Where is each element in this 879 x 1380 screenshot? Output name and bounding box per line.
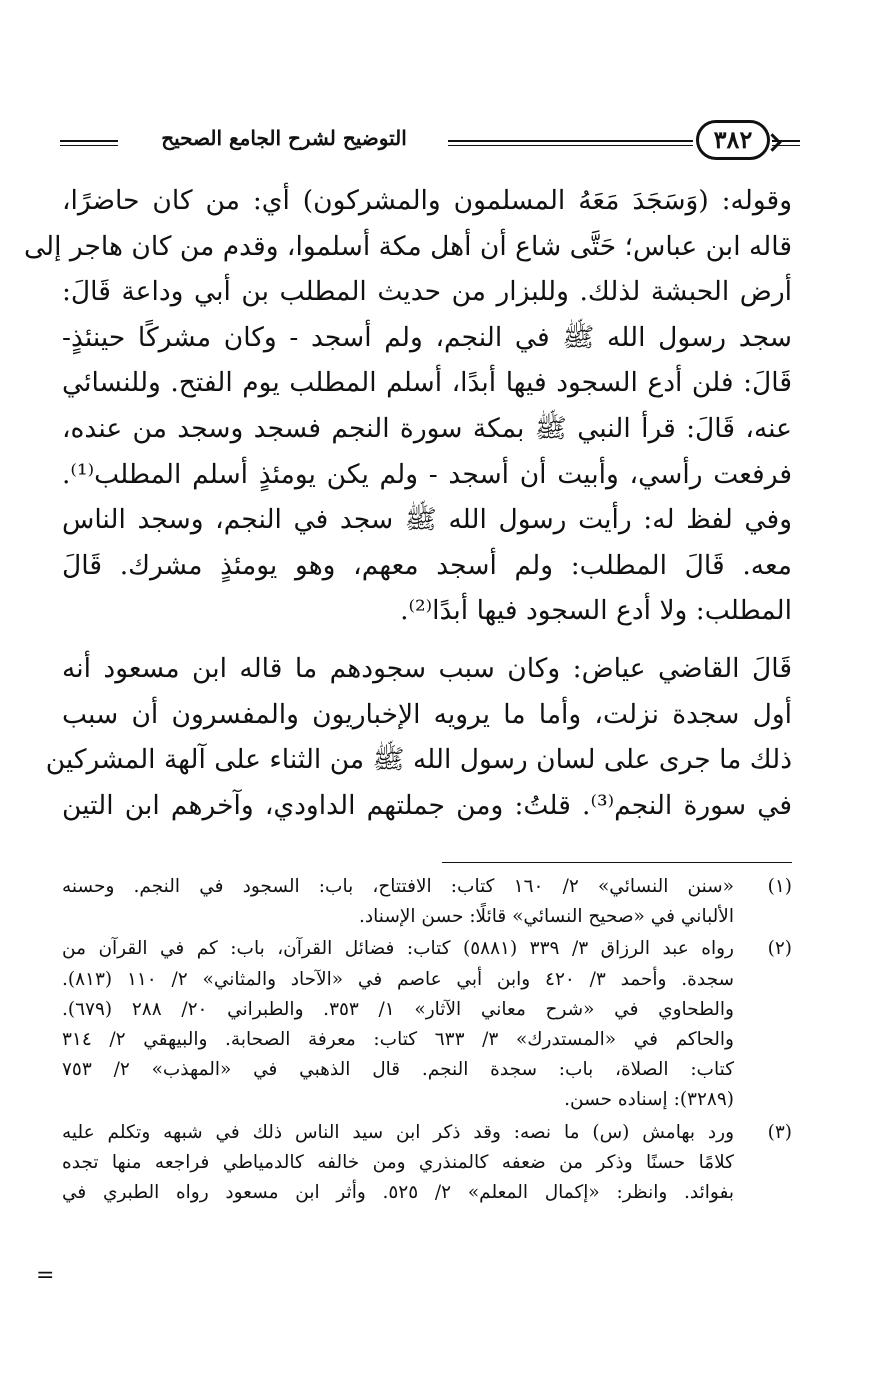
paragraph xyxy=(23,178,792,634)
footnote-line: بفوائد. وانظر: «إكمال المعلم» ٢/ ٥٢٥. وأثر ابن مسعود رواه الطبري في xyxy=(62,1182,734,1204)
footnote-1 xyxy=(62,872,792,932)
paragraph xyxy=(45,646,792,828)
footnote-3 xyxy=(62,1118,792,1209)
text-line: وفي لفظ له: رأيت رسول الله ﷺ سجد في النجم، وسجد الناس xyxy=(62,504,792,536)
text-line: قَالَ: فلن أدع السجود فيها أبدًا، أسلم المطلب يوم الفتح. وللنسائي xyxy=(62,367,792,399)
text-line: ذلك ما جرى على لسان رسول الله ﷺ من الثناء على آلهة المشركين xyxy=(45,744,792,776)
footnote-line: ورد بهامش (س) ما نصه: وقد ذكر ابن سيد الناس ذلك في شبهه وتكلم عليه xyxy=(62,1121,734,1143)
running-title: التوضيح لشرح الجامع الصحيح xyxy=(161,126,407,150)
text-line: عنه، قَالَ: قرأ النبي ﷺ بمكة سورة النجم فسجد وسجد من عنده، xyxy=(62,412,792,444)
footnote-line: كلامًا حسنًا وذكر من ضعفه كالمنذري ومن خالفه كالدمياطي فراجعه منها تجده xyxy=(62,1151,734,1173)
header-rule-right xyxy=(772,140,800,146)
header-rule-middle xyxy=(448,140,693,146)
footnote-line: رواه عبد الرزاق ٣/ ٣٣٩ (٥٨٨١) كتاب: فضائل القرآن، باب: كم في القرآن من xyxy=(62,938,734,960)
footnote-line: والحاكم في «المستدرك» ٣/ ٦٣٣ كتاب: معرفة الصحابة. والبيهقي ٢/ ٣١٤ xyxy=(62,1029,734,1051)
text-line: قاله ابن عباس؛ حَتَّى شاع أن أهل مكة أسلموا، وقدم من كان هاجر إلى xyxy=(23,230,792,262)
header-rule-left xyxy=(60,140,118,146)
footnote-line: الألباني في «صحيح النسائي» قائلًا: حسن الإسناد. xyxy=(359,906,734,928)
text-line: معه. قَالَ المطلب: ولم أسجد معهم، وهو يومئذٍ مشرك. قَالَ xyxy=(62,549,792,581)
text-line: المطلب: ولا أدع السجود فيها أبدًا⁽²⁾. xyxy=(400,595,792,627)
footnote-number: (١) xyxy=(767,876,792,897)
text-line: أول سجدة نزلت، وأما ما يرويه الإخباريون والمفسرون أن سبب xyxy=(62,698,792,730)
text-line: في سورة النجم⁽³⁾. قلتُ: ومن جملتهم الداودي، وآخرهم ابن التين xyxy=(62,789,792,821)
text-line: فرفعت رأسي، وأبيت أن أسجد - ولم يكن يومئذٍ أسلم المطلب⁽¹⁾. xyxy=(62,458,792,490)
footnote-line: سجدة. وأحمد ٣/ ٤٢٠ وابن أبي عاصم في «الآحاد والمثاني» ٢/ ١١٠ (٨١٣). xyxy=(62,968,735,990)
footnote-line: كتاب: الصلاة، باب: سجدة النجم. قال الذهبي في «المهذب» ٢/ ٧٥٣ xyxy=(62,1059,735,1081)
footnote-line: «سنن النسائي» ٢/ ١٦٠ كتاب: الافتتاح، باب: السجود في النجم. وحسنه xyxy=(62,876,734,897)
footnote-number: (٢) xyxy=(767,938,792,960)
footnote-line: (٣٢٨٩): إسناده حسن. xyxy=(564,1089,734,1111)
footnotes xyxy=(62,872,792,1210)
page-header xyxy=(60,118,795,168)
page-number: ٣٨٢ xyxy=(696,120,770,160)
text-line: سجد رسول الله ﷺ في النجم، ولم أسجد - وكان مشركًا حينئذٍ- xyxy=(62,321,792,353)
text-line: قَالَ القاضي عياض: وكان سبب سجودهم ما قاله ابن مسعود أنه xyxy=(62,652,792,684)
main-text xyxy=(23,178,792,828)
footnote-number: (٣) xyxy=(767,1121,792,1143)
continuation-mark: = xyxy=(36,1263,55,1288)
footnote-separator xyxy=(442,862,792,863)
footnote-line: والطحاوي في «شرح معاني الآثار» ١/ ٣٥٣. والطبراني ٢٠/ ٢٨٨ (٦٧٩). xyxy=(62,998,734,1020)
footnote-2 xyxy=(62,934,792,1115)
text-line: وقوله: (وَسَجَدَ مَعَهُ المسلمون والمشركون) أي: من كان حاضرًا، xyxy=(62,185,792,216)
text-line: أرض الحبشة لذلك. وللبزار من حديث المطلب بن أبي وداعة قَالَ: xyxy=(62,276,792,308)
